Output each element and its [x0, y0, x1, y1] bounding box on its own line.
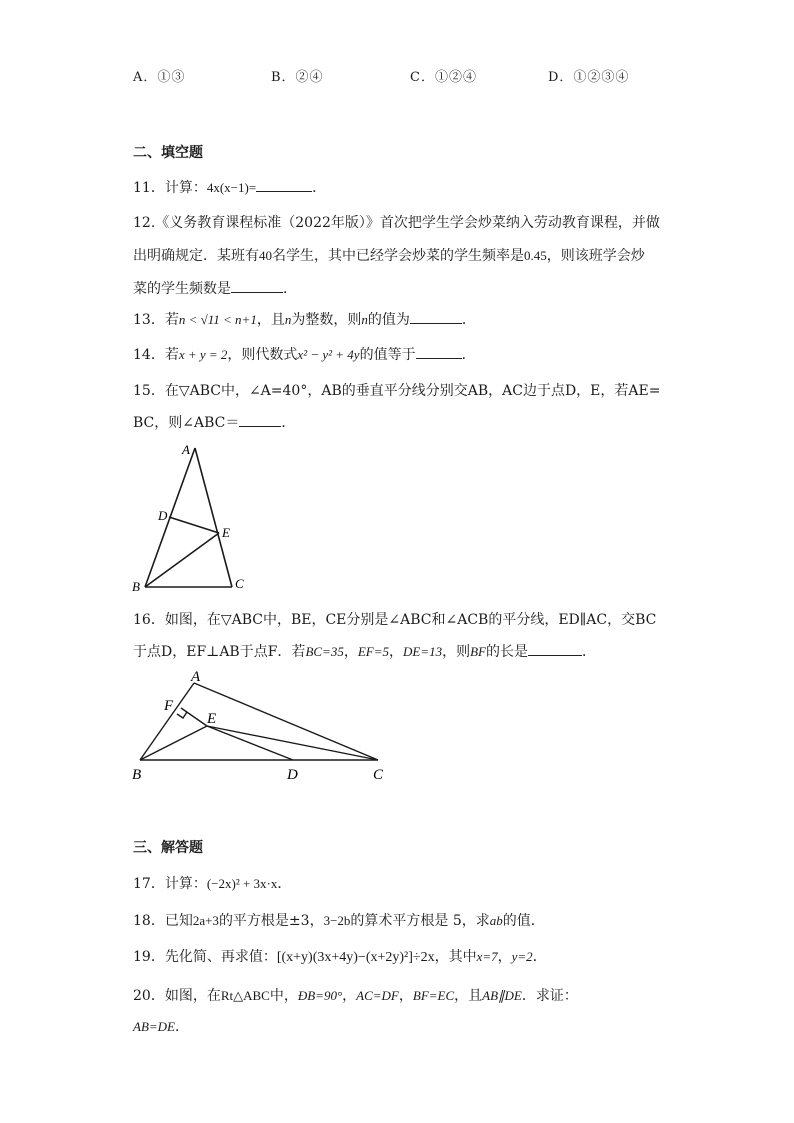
q20-sep-2: ，: [398, 988, 413, 1004]
q13-inequality: n < √11 < n+1: [178, 312, 257, 327]
q16-sep-2: ，: [388, 644, 403, 660]
q12-student-count: 40: [259, 248, 272, 263]
q13-text-a: ，且: [256, 312, 285, 328]
q17-number: 17．计算：: [133, 876, 207, 892]
fig15-segment-de: [169, 517, 219, 533]
option-b: B．②④: [271, 70, 324, 85]
fig16-label-d: D: [287, 767, 298, 783]
q13-answer-blank[interactable]: [410, 311, 462, 324]
q12-text-b: 名学生，其中已经学会炒菜的学生频率是: [272, 248, 524, 264]
q12-frequency: 0.45: [524, 248, 547, 263]
q11-number: 11．计算：: [133, 180, 207, 196]
q16-end: ．: [581, 644, 596, 660]
question-12-line2: [133, 245, 645, 265]
q15-answer-blank[interactable]: [239, 414, 281, 427]
q14-number: 14．若: [133, 347, 179, 363]
q18-expr-1: 2a+3: [192, 913, 219, 928]
q15-text: BC，则∠ABC＝: [133, 415, 240, 431]
question-12-line1: 12.《义务教育课程标准（2022年版）》首次把学生学会炒菜纳入劳动教育课程，并做: [133, 215, 660, 231]
q18-number: 18．已知: [133, 913, 193, 929]
question-13: [133, 309, 476, 329]
q16-text-b: ，则: [442, 644, 471, 660]
fig15-segment-be: [145, 533, 219, 587]
q12-text-c: ，则该班学会炒: [546, 248, 645, 264]
q12-end: ．: [283, 281, 297, 297]
q13-var-n2: n: [361, 312, 368, 327]
figure-16-triangle: [128, 664, 398, 786]
q20-angle: ÐB=90°: [297, 988, 343, 1003]
q15-end: ．: [281, 415, 296, 431]
q13-text-b: 为整数，则: [291, 312, 362, 328]
q13-number: 13．若: [133, 312, 179, 328]
question-17: [133, 873, 291, 893]
fig15-label-d: D: [158, 508, 168, 523]
q18-expr-3: ab: [489, 913, 503, 928]
q12-answer-blank[interactable]: [231, 280, 283, 293]
q14-answer-blank[interactable]: [416, 346, 462, 359]
q14-text-a: ，则代数式: [227, 347, 298, 363]
figure-15-triangle: [125, 438, 265, 596]
q20-bf-ec: BF=EC: [412, 988, 455, 1003]
fig15-label-b: B: [132, 579, 140, 594]
q16-de-value: DE=13: [402, 644, 443, 659]
q14-expression: x² − y² + 4y: [297, 347, 360, 362]
fig16-segment-be: [140, 726, 207, 760]
q18-text-b: 的算术平方根是 5，求: [350, 913, 490, 929]
q19-text-a: ，其中: [434, 949, 477, 965]
question-20-line1: [133, 985, 578, 1005]
question-11: [133, 177, 326, 197]
q11-expression: 4x(x−1)=: [206, 180, 257, 195]
q13-var-n: n: [284, 312, 292, 327]
section-title-fill-in: 二、填空题: [133, 145, 203, 161]
q17-end: ．: [277, 876, 292, 892]
q16-sep-1: ，: [343, 644, 358, 660]
q14-text-b: 的值等于: [359, 347, 416, 363]
fig16-segment-ef: [181, 708, 207, 726]
q19-y-value: y=2: [511, 949, 533, 964]
fig15-label-e: E: [222, 525, 230, 540]
q20-triangle: Rt△ABC: [220, 988, 270, 1003]
q18-text-a: 的平方根是±3，: [218, 913, 324, 929]
q20-text-c: ．求证：: [521, 988, 578, 1004]
q20-sep-3: ，且: [454, 988, 483, 1004]
q20-text-a: 20．如图，在: [133, 988, 221, 1004]
fig16-segment-ce: [207, 726, 378, 760]
q17-expression: (−2x)² + 3x·x: [206, 876, 278, 891]
question-20-line2: [133, 1016, 189, 1036]
fig16-label-f: F: [164, 698, 174, 714]
question-19: [133, 946, 547, 966]
q19-end: ．: [532, 949, 547, 965]
q16-answer-blank[interactable]: [528, 643, 582, 656]
q20-end: ．: [174, 1019, 189, 1035]
section-title-solve: 三、解答题: [133, 840, 203, 856]
q11-end: ．: [312, 180, 327, 196]
question-12-line3: [133, 278, 297, 298]
q19-x-value: x=7: [476, 949, 498, 964]
q14-end: ．: [461, 347, 476, 363]
q16-text-a: 于点D，EF⊥AB于点F．若: [133, 644, 306, 660]
q16-bc-value: BC=35: [305, 644, 344, 659]
q16-text-c: 的长是: [485, 644, 528, 660]
question-16-line1: 16．如图，在▽ABC中，BE，CE分别是∠ABC和∠ACB的平分线，ED∥AC，交BC: [133, 612, 657, 628]
question-14: [133, 344, 476, 364]
option-a: A．①③: [133, 70, 186, 85]
fig16-segment-ed: [207, 726, 293, 760]
q13-end: ．: [461, 312, 476, 328]
q20-sep-1: ，: [342, 988, 357, 1004]
fig16-label-a: A: [191, 669, 201, 685]
q20-conclusion: AB=DE: [133, 1019, 175, 1034]
q13-text-c: 的值为: [367, 312, 410, 328]
q19-number: 19．先化简、再求值：: [133, 949, 277, 965]
q18-expr-2: 3−2b: [323, 913, 351, 928]
fig16-side-ab: [140, 683, 194, 760]
fig16-side-ac: [194, 683, 378, 760]
question-15-line1: 15．在▽ABC中，∠A=40°，AB的垂直平分线分别交AB，AC边于点D，E，若AE=: [133, 383, 661, 399]
fig15-label-c: C: [235, 576, 244, 591]
q12-text-d: 菜的学生频数是: [133, 281, 231, 297]
fig15-side-ac: [195, 448, 232, 587]
q16-bf: BF: [470, 644, 486, 659]
q18-end: 的值．: [502, 913, 545, 929]
fig16-right-angle-mark: [177, 712, 187, 718]
option-c: C．①②④: [410, 70, 477, 85]
q19-sep: ，: [497, 949, 512, 965]
question-15-line2: [133, 412, 295, 432]
q16-ef-value: EF=5: [357, 644, 389, 659]
q20-ac-df: AC=DF: [356, 988, 399, 1003]
fig16-label-c: C: [373, 767, 384, 783]
q19-expression: [(x+y)(3x+4y)−(x+2y)²]÷2x: [276, 950, 435, 965]
fig16-label-e: E: [207, 711, 217, 727]
option-d: D．①②③④: [548, 70, 630, 85]
q14-condition: x + y = 2: [178, 347, 228, 362]
question-16-line2: [133, 641, 596, 661]
q20-text-b: 中，: [269, 988, 298, 1004]
q20-parallel: AB∥DE: [482, 988, 522, 1003]
fig16-label-b: B: [132, 767, 142, 783]
q12-text-a: 出明确规定．某班有: [133, 248, 259, 264]
q11-answer-blank[interactable]: [256, 179, 312, 192]
question-18: [133, 910, 545, 930]
fig15-label-a: A: [182, 442, 190, 457]
